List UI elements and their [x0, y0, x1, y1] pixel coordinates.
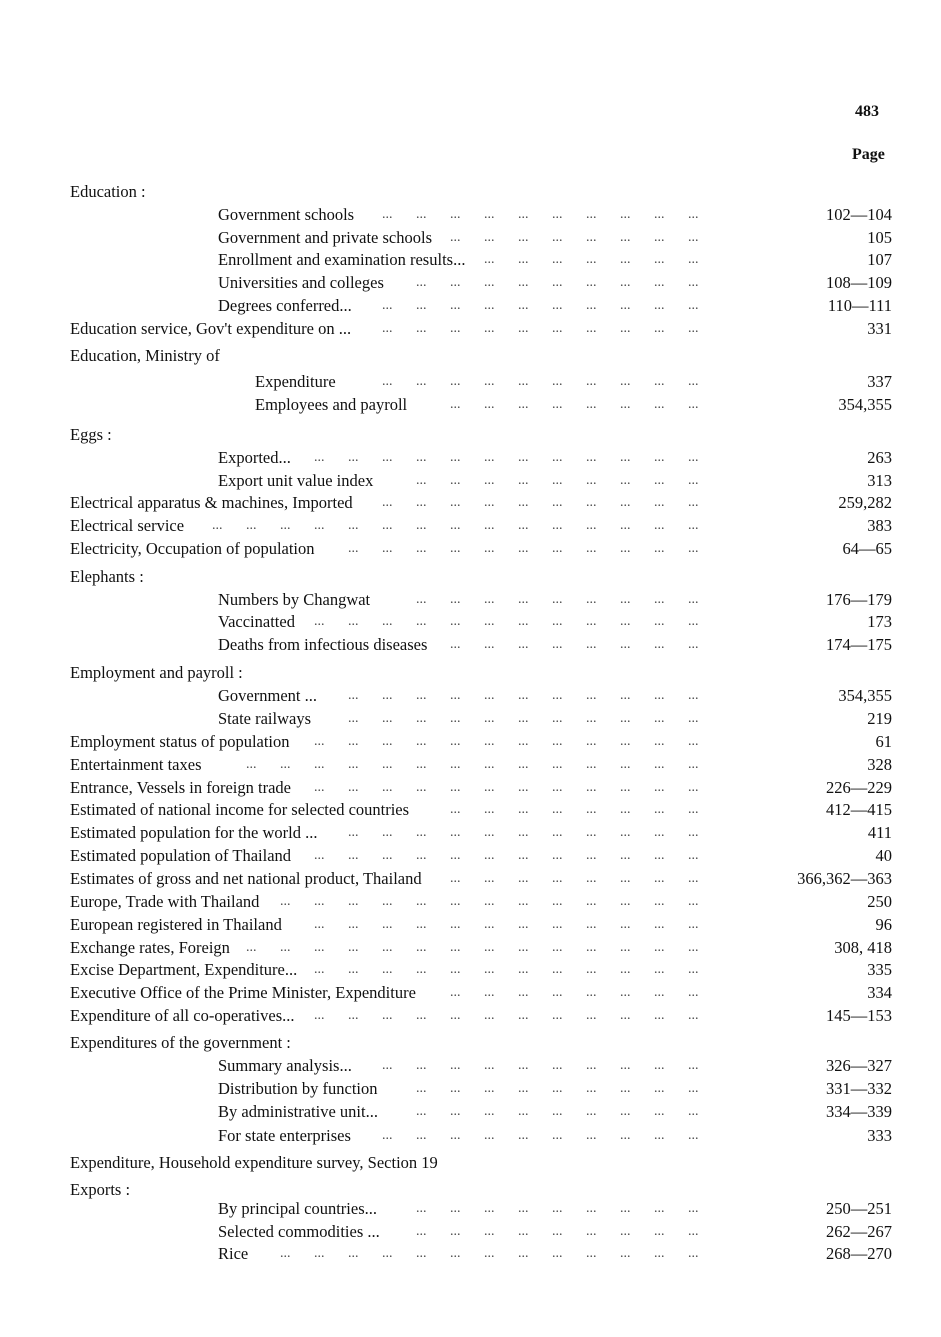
- entry-label: Employment and payroll :: [70, 663, 243, 682]
- index-entry: Estimates of gross and net national product, Thailand 366,362—363 ... ... ... ... ... ... ... ...: [70, 869, 892, 888]
- entry-page: 366,362—363: [797, 869, 892, 888]
- index-entry: [0, 663, 892, 683]
- entry-page: 174—175: [826, 635, 892, 654]
- entry-label: Vaccinatted: [218, 612, 295, 631]
- entry-label: Exported...: [218, 448, 291, 467]
- entry-page: 354,355: [838, 395, 892, 414]
- entry-page: 334: [867, 983, 892, 1002]
- index-entry: Estimated population for the world ... 411 ... ... ... ... ... ... ... ... ... ... ...: [70, 823, 892, 842]
- entry-page: 313: [867, 471, 892, 490]
- index-entry: Entrance, Vessels in foreign trade 226—229 ... ... ... ... ... ... ... ... ... ... ... ...: [70, 778, 892, 797]
- entry-label: Estimated population for the world ...: [70, 823, 318, 842]
- index-entry: Distribution by function 331—332 ... ... ... ... ... ... ... ... ...: [218, 1079, 892, 1098]
- entry-label: Estimates of gross and net national product, Thailand: [70, 869, 422, 888]
- entry-page: 354,355: [838, 686, 892, 705]
- entry-label: Selected commodities ...: [218, 1222, 380, 1241]
- entry-page: 308, 418: [834, 938, 892, 957]
- entry-page: 107: [867, 250, 892, 269]
- entry-label: European registered in Thailand: [70, 915, 282, 934]
- entry-label: Eggs :: [70, 425, 112, 444]
- index-entry: [0, 425, 892, 445]
- entry-label: Expenditures of the government :: [70, 1033, 291, 1052]
- entry-page: 259,282: [838, 493, 892, 512]
- index-entry: Government ... 354,355 ... ... ... ... ... ... ... ... ... ... ...: [218, 686, 892, 705]
- entry-label: By principal countries...: [218, 1199, 378, 1218]
- entry-page: 412—415: [826, 800, 892, 819]
- index-entry: Selected commodities ... 262—267 ... ... ... ... ... ... ... ... ...: [218, 1222, 892, 1241]
- index-entry: European registered in Thailand 96 ... ... ... ... ... ... ... ... ... ... ... ...: [70, 915, 892, 934]
- index-entry: Europe, Trade with Thailand 250 ... ... ... ... ... ... ... ... ... ... ... ... ...: [70, 892, 892, 911]
- index-entry: State railways 219 ... ... ... ... ... ... ... ... ... ... ...: [218, 709, 892, 728]
- index-entry: Degrees conferred... 110—111 ... ... ... ... ... ... ... ... ... ...: [218, 296, 892, 315]
- entry-label: Estimated of national income for selected countries: [70, 800, 410, 819]
- entry-page: 335: [867, 960, 892, 979]
- index-entry: Summary analysis... 326—327 ... ... ... ... ... ... ... ... ... ...: [218, 1056, 892, 1075]
- index-entry: Employees and payroll 354,355 ... ... ... ... ... ... ... ...: [255, 395, 892, 414]
- entry-label: Numbers by Changwat: [218, 590, 371, 609]
- entry-page: 250: [867, 892, 892, 911]
- entry-label: Estimated population of Thailand: [70, 846, 292, 865]
- index-entry: For state enterprises 333 ... ... ... ... ... ... ... ... ... ...: [218, 1126, 892, 1145]
- index-entry: Estimated of national income for selected countries 412—415 ... ... ... ... ... ... ... ...: [70, 800, 892, 819]
- index-entry: Education service, Gov't expenditure on ... 331 ... ... ... ... ... ... ... ... ... ...: [70, 319, 892, 338]
- entry-label: Expenditure: [255, 372, 336, 391]
- entry-label: Universities and colleges: [218, 273, 384, 292]
- entry-label: Export unit value index: [218, 471, 374, 490]
- entry-page: 110—111: [827, 296, 892, 315]
- entry-label: Excise Department, Expenditure...: [70, 960, 298, 979]
- entry-page: 108—109: [826, 273, 892, 292]
- index-entry: Universities and colleges 108—109 ... ... ... ... ... ... ... ... ...: [218, 273, 892, 292]
- entry-page: 40: [875, 846, 892, 865]
- index-entry: Export unit value index 313 ... ... ... ... ... ... ... ... ...: [218, 471, 892, 490]
- entry-label: Expenditure, Household expenditure survey, Section 19: [70, 1153, 438, 1172]
- entry-page: 145—153: [826, 1006, 892, 1025]
- index-entry: Enrollment and examination results... 107 ... ... ... ... ... ... ...: [218, 250, 892, 269]
- index-entry: [0, 182, 892, 202]
- index-entry: Government schools 102—104 ... ... ... ... ... ... ... ... ... ...: [218, 205, 892, 224]
- entry-label: Executive Office of the Prime Minister, Expenditure: [70, 983, 416, 1002]
- index-entry: Electrical service 383 ... ... ... ... ... ... ... ... ... ... ... ... ... ... ...: [70, 516, 892, 535]
- entry-page: 411: [867, 823, 892, 842]
- entry-page: 173: [867, 612, 892, 631]
- index-entry: [0, 1180, 892, 1200]
- entry-label: Electrical apparatus & machines, Imported: [70, 493, 353, 512]
- index-entry: Deaths from infectious diseases 174—175 ... ... ... ... ... ... ... ...: [218, 635, 892, 654]
- entry-label: Expenditure of all co-operatives...: [70, 1006, 295, 1025]
- entry-page: 105: [867, 228, 892, 247]
- index-entry: Numbers by Changwat 176—179 ... ... ... ... ... ... ... ... ...: [218, 590, 892, 609]
- entry-label: Elephants :: [70, 567, 144, 586]
- page-number: 483: [855, 103, 879, 120]
- entry-label: By administrative unit...: [218, 1102, 378, 1121]
- index-entry: By principal countries... 250—251 ... ... ... ... ... ... ... ... ...: [218, 1199, 892, 1218]
- entry-label: Summary analysis...: [218, 1056, 352, 1075]
- entry-page: 326—327: [826, 1056, 892, 1075]
- index-entry: [0, 1033, 892, 1053]
- entry-page: 250—251: [826, 1199, 892, 1218]
- entry-label: Electricity, Occupation of population: [70, 539, 315, 558]
- entry-label: Rice: [218, 1244, 249, 1263]
- entry-label: Electrical service: [70, 516, 185, 535]
- entry-page: 268—270: [826, 1244, 892, 1263]
- index-entry: Vaccinatted 173 ... ... ... ... ... ... ... ... ... ... ... ...: [218, 612, 892, 631]
- entry-label: Government ...: [218, 686, 317, 705]
- index-entry: [0, 567, 892, 587]
- entry-label: Degrees conferred...: [218, 296, 352, 315]
- entry-page: 96: [875, 915, 892, 934]
- entry-page: 334—339: [826, 1102, 892, 1121]
- index-entry: Employment status of population 61 ... ... ... ... ... ... ... ... ... ... ... ...: [70, 732, 892, 751]
- entry-page: 219: [867, 709, 892, 728]
- index-entry: [0, 1153, 892, 1173]
- entry-page: 337: [867, 372, 892, 391]
- entry-label: Deaths from infectious diseases: [218, 635, 428, 654]
- entry-label: Education, Ministry of: [70, 346, 220, 365]
- entry-label: Employees and payroll: [255, 395, 408, 414]
- entry-page: 333: [867, 1126, 892, 1145]
- entry-page: 331: [867, 319, 892, 338]
- entry-label: Enrollment and examination results...: [218, 250, 466, 269]
- entry-label: Education :: [70, 182, 146, 201]
- entry-page: 61: [875, 732, 892, 751]
- index-entry: Electrical apparatus & machines, Imported 259,282 ... ... ... ... ... ... ... ... ... ...: [70, 493, 892, 512]
- index-entry: Entertainment taxes 328 ... ... ... ... ... ... ... ... ... ... ... ... ... ...: [70, 755, 892, 774]
- entry-page: 331—332: [826, 1079, 892, 1098]
- entry-label: Employment status of population: [70, 732, 290, 751]
- entry-label: Europe, Trade with Thailand: [70, 892, 260, 911]
- entry-page: 176—179: [826, 590, 892, 609]
- index-entry: [0, 346, 892, 366]
- index-entry: Exported... 263 ... ... ... ... ... ... ... ... ... ... ... ...: [218, 448, 892, 467]
- entry-page: 102—104: [826, 205, 892, 224]
- entry-label: Government and private schools: [218, 228, 432, 247]
- index-entry: Rice 268—270 ... ... ... ... ... ... ... ... ... ... ... ... ...: [218, 1244, 892, 1263]
- entry-label: Education service, Gov't expenditure on ...: [70, 319, 352, 338]
- entry-page: 263: [867, 448, 892, 467]
- entry-label: Distribution by function: [218, 1079, 378, 1098]
- entry-label: Government schools: [218, 205, 355, 224]
- index-entry: Government and private schools 105 ... ... ... ... ... ... ... ...: [218, 228, 892, 247]
- index-entry: Executive Office of the Prime Minister, Expenditure 334 ... ... ... ... ... ... ... ...: [70, 983, 892, 1002]
- entry-page: 383: [867, 516, 892, 535]
- entry-page: 328: [867, 755, 892, 774]
- entry-page: 262—267: [826, 1222, 892, 1241]
- entry-label: Exchange rates, Foreign: [70, 938, 230, 957]
- index-entry: Expenditure of all co-operatives... 145—153 ... ... ... ... ... ... ... ... ... ... ... ...: [70, 1006, 892, 1025]
- entry-label: Entertainment taxes: [70, 755, 202, 774]
- entry-label: Exports :: [70, 1180, 131, 1199]
- index-entry: Exchange rates, Foreign 308, 418 ... ... ... ... ... ... ... ... ... ... ... ... ... ...: [70, 938, 892, 957]
- entry-label: State railways: [218, 709, 312, 728]
- index-entry: Estimated population of Thailand 40 ... ... ... ... ... ... ... ... ... ... ... ...: [70, 846, 892, 865]
- index-entry: By administrative unit... 334—339 ... ... ... ... ... ... ... ... ...: [218, 1102, 892, 1121]
- entry-label: Entrance, Vessels in foreign trade: [70, 778, 291, 797]
- index-entry: Excise Department, Expenditure... 335 ... ... ... ... ... ... ... ... ... ... ... ...: [70, 960, 892, 979]
- index-entry: Expenditure 337 ... ... ... ... ... ... ... ... ... ...: [255, 372, 892, 391]
- entry-label: For state enterprises: [218, 1126, 351, 1145]
- page-column-header: Page: [852, 146, 885, 163]
- index-entry: Electricity, Occupation of population 64—65 ... ... ... ... ... ... ... ... ... ... ...: [70, 539, 892, 558]
- entry-page: 226—229: [826, 778, 892, 797]
- entry-page: 64—65: [842, 539, 892, 558]
